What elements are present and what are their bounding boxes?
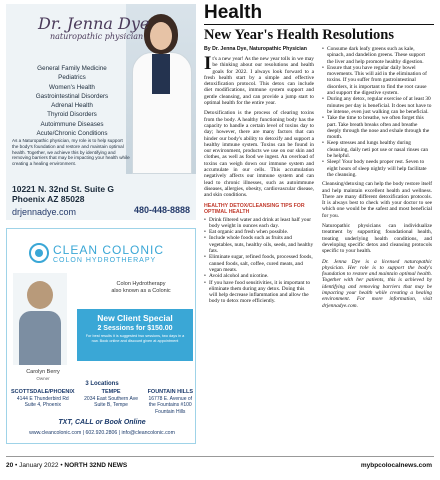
location-line: 2034 East Southern Ave	[84, 395, 138, 402]
specialty-item: Autoimmune Diseases	[40, 120, 104, 128]
location-name: FOUNTAIN HILLS	[147, 389, 193, 395]
article-column-1	[204, 53, 314, 308]
list-item: • Consume dark leafy greens such as kale, spinach, and dandelion greens. These support the liver and help promote healthy digestion.	[322, 46, 432, 65]
list-item: • Eat organic and fresh when possible.	[204, 229, 314, 235]
locations-list	[11, 389, 193, 415]
list-item: • Include whole foods such as fruits and vegetables, nuts, healthy oils, seeds, and healthy fats.	[204, 235, 314, 254]
specialty-item: Pediatrics	[58, 74, 86, 82]
call-to-action: TXT, CALL or Book Online	[58, 419, 146, 426]
list-item: • Ensure that you have regular daily bowel movements. This will aid in the elimination of toxins. If you suffer from gastrointestinal disorders, it is important to find the root cause and support the digestive system.	[322, 65, 432, 96]
specialty-item: Acute/Chronic Conditions	[36, 130, 108, 138]
location-line: the Fountains #100	[148, 402, 192, 408]
list-item: • Keep stresses and lungs healthy during cleansing, daily neti pot use or nasal rinses can be helpful.	[322, 140, 432, 159]
colonic-ad	[6, 228, 196, 444]
article-paragraph	[204, 53, 314, 107]
doctor-subtitle: naturopathic physician	[50, 32, 144, 41]
doctor-ad	[6, 4, 196, 220]
section-divider	[204, 24, 434, 25]
owner-photo	[13, 273, 67, 365]
location-name: SCOTTSDALE/PHOENIX	[11, 389, 75, 395]
address-line: Phoenix AZ 85028	[12, 194, 85, 204]
owner-name: Carolyn Berry	[26, 369, 60, 375]
doctor-blurb: As a Naturopathic physician, my role is to help support the body's foundation and restore and maintain optimal health. Together, we achieve this by identifying and removing barriers that may be impacting your health while creating a healing environment.	[12, 138, 130, 167]
clean-colonic-logo-icon	[29, 243, 49, 263]
contact-line[interactable]: www.cleancolonic.com | 602.920.2806 | info@cleancolonic.com	[29, 430, 175, 436]
specialty-item: Adrenal Health	[51, 102, 93, 110]
tips-list	[204, 217, 314, 305]
section-title: Health	[204, 2, 263, 23]
owner-title: Owner	[36, 376, 50, 381]
location-item	[11, 389, 75, 415]
list-item: • Eliminate sugar, refined foods, processed foods, canned foods, salt, coffee, cured meats, and vegan meats.	[204, 254, 314, 273]
tips-list	[322, 46, 432, 178]
locations-header: 3 Locations	[85, 381, 119, 387]
location-item	[148, 389, 193, 415]
special-offer-banner	[77, 309, 193, 361]
issue-date: January 2022	[19, 462, 59, 469]
paragraph-text: t's a new year! As the new year tolls in we may be thinking about our resolutions and health goals for 2022. I always look forward to a fresh health start by a simple and effective detoxification protocol. This detox can include diet modifications, immune system support and gentle cleansing, and can provide a jump start to optimal health for the entire year.	[204, 56, 314, 107]
location-line: Fountain Hills	[155, 408, 186, 415]
location-line: 4144 E Thunderbird Rd	[16, 395, 69, 402]
location-line: Suite 4, Phoenix	[24, 402, 61, 408]
brand-name: CLEAN COLONIC	[53, 243, 165, 257]
specialties-list	[12, 64, 132, 138]
article-paragraph: Naturopathic physicians can individualize treatment by supporting foundational health, treating underlying health conditions, and developing specific detox and cleansing protocols specific to your health.	[322, 223, 432, 255]
specialty-item: Gastrointestinal Disorders	[35, 92, 109, 100]
doctor-address	[12, 184, 114, 204]
article-column-2	[322, 46, 432, 313]
specialty-item: Women's Health	[49, 83, 95, 91]
list-item: • During any detox, regular exercise of at least 30 minutes per day is beneficial. It does not have to be intense, even just walking can be beneficial.	[322, 96, 432, 115]
list-item: • Drink filtered water and drink at least half your body weight in ounces each day.	[204, 217, 314, 230]
author-bio: Dr. Jenna Dye is a licensed naturopathic physician. Her role is to support the body's foundation to restore and maintain optimal health. Together with her patients, this is achieved by identifying and removing barriers that may be impacting your health while creating a healing environment. For more information, visit drjennadye.com.	[322, 258, 432, 309]
location-line: Suite B, Tempe	[94, 402, 128, 408]
article-paragraph: Detoxification is the process of clearing toxins from the body. A healthy functioning body has the capacity to handle a certain level of toxins day to day; however, there are many factors that can hinder our body's ability to detoxify and support a healthy immune system. Toxins can be found in our environment, products we use on our skin and clothes, as well as food we ingest. An overload of toxins can weigh down our immune system and accumulate in our cells. This accumulation negatively affects our immune system and can lead to chronic illnesses, such as autoimmune diseases, allergies, obesity, cardiovascular disease, and skin conditions.	[204, 110, 314, 199]
list-item: • Avoid alcohol and nicotine.	[204, 273, 314, 279]
specialty-item: Thyroid Disorders	[47, 111, 97, 119]
list-item: • If you have food sensitivities, it is important to eliminate them during any detox. Doing this will help decrease inflammation and allow the body to detox more efficiently.	[204, 280, 314, 305]
special-title: New Client Special	[97, 313, 173, 323]
publication-name: NORTH 32ND NEWS	[64, 462, 128, 469]
article-paragraph: Cleansing/detoxing can help the body restore itself and help maintain excellent health and wellness. There are many different detoxification protocols. It is always best to check with your doctor to see which one would be the safest and most beneficial for you.	[322, 181, 432, 219]
service-description	[89, 281, 193, 295]
location-line: 16778 E. Avenue of	[148, 395, 193, 402]
footer-folio: 20 • January 2022 • NORTH 32ND NEWS	[6, 462, 128, 469]
article-headline: New Year's Health Resolutions	[204, 27, 394, 43]
address-line: 10221 N. 32nd St. Suite G	[12, 184, 115, 194]
doctor-phone[interactable]: 480-448-8888	[133, 205, 190, 215]
doctor-name: Dr. Jenna Dye	[38, 14, 150, 33]
list-item: • Take the time to breathe, we often forget this part. Take breath breaks often and breathe deeply through the nose and exhale through the mouth.	[322, 115, 432, 140]
page-number: 20	[6, 462, 14, 469]
location-name: TEMPE	[101, 389, 121, 395]
article-byline: By Dr. Jenna Dye, Naturopathic Physician	[204, 46, 307, 52]
service-line: Colon Hydrotherapy	[116, 281, 166, 287]
location-item	[84, 389, 138, 415]
footer-website-link[interactable]: mybpcolocalnews.com	[360, 462, 432, 469]
service-line: also known as a Colonic	[111, 288, 171, 294]
footer-divider	[6, 456, 434, 457]
specialty-item: General Family Medicine	[37, 65, 107, 72]
special-offer: 2 Sessions for $150.00	[97, 325, 173, 332]
special-fine-print: For best results it is suggested two sessions, two days in a row. Book online and discount given at appointment	[85, 334, 185, 343]
doctor-website-link[interactable]: drjennadye.com	[12, 207, 77, 217]
article-subhead: HEALTHY DETOX/CLEANSING TIPS FOR OPTIMAL HEALTH	[204, 202, 305, 215]
brand-subtitle: COLON HYDROTHERAPY	[53, 257, 157, 264]
list-item: • Sleep! Your body needs proper rest. Seven to eight hours of sleep nightly will help facilitate the cleansing.	[322, 159, 432, 178]
drop-cap: I	[204, 53, 212, 74]
